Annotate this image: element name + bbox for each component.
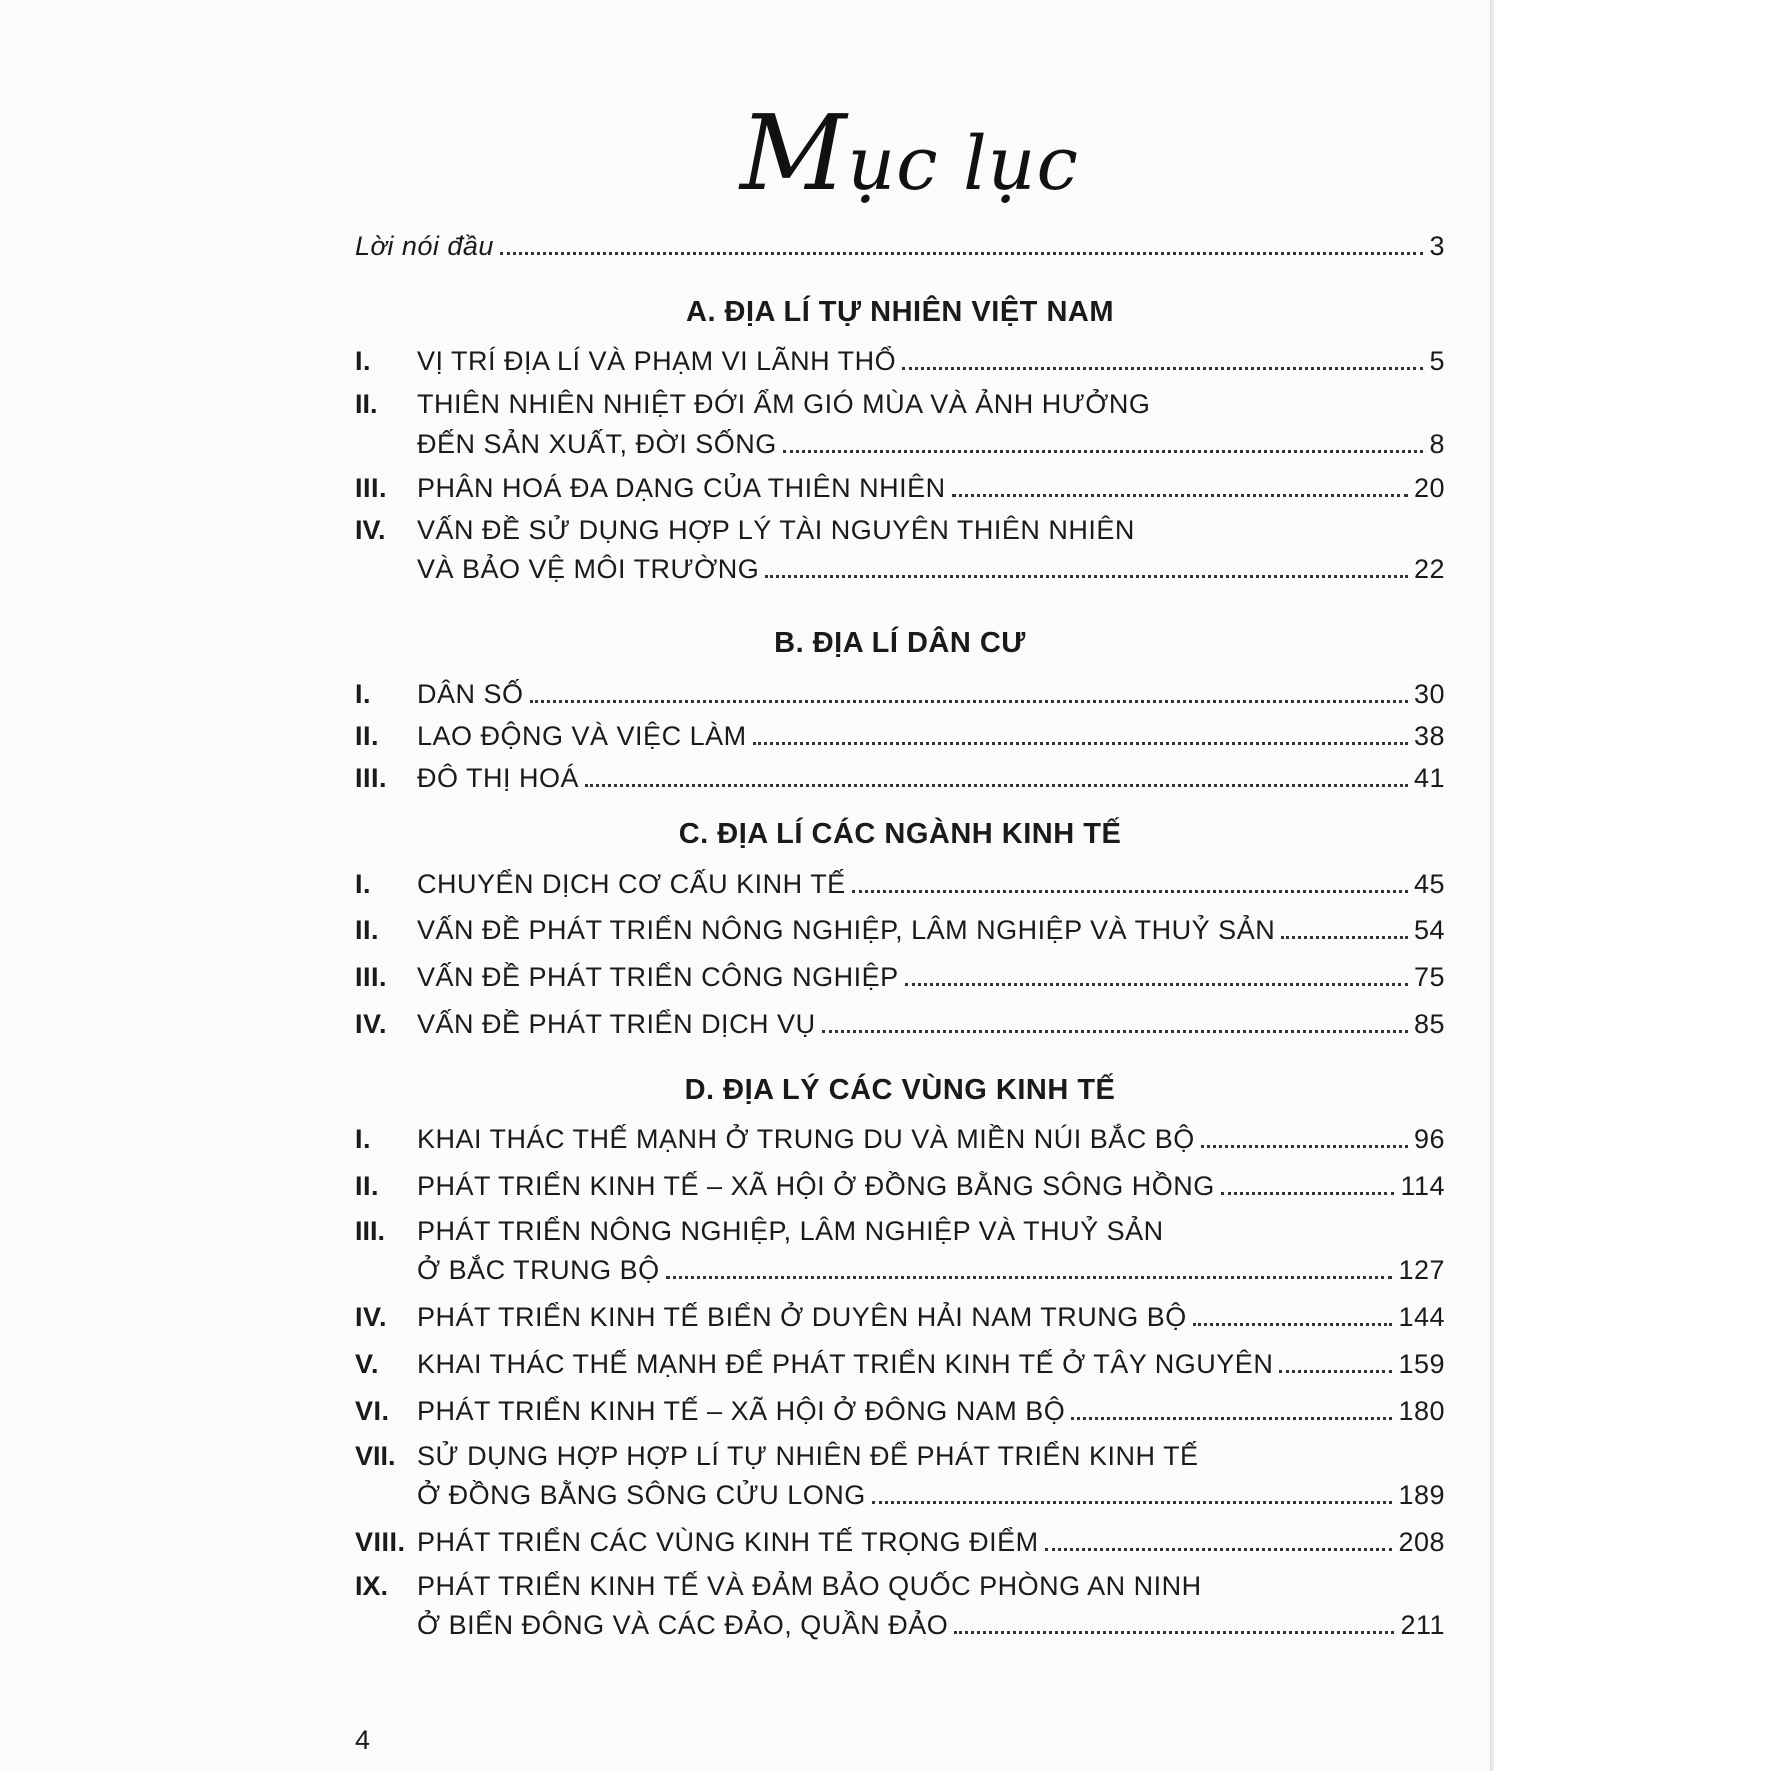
entry-number: I. [355, 869, 372, 899]
section-heading-d: D. ĐỊA LÝ CÁC VÙNG KINH TẾ [684, 1074, 1116, 1106]
toc-entry[interactable] [355, 345, 1445, 377]
entry-page: 45 [1413, 869, 1445, 899]
dot-leader [1193, 1323, 1393, 1326]
toc-entry[interactable] [355, 678, 1445, 710]
entry-page: 54 [1413, 915, 1445, 945]
entry-page: 41 [1413, 763, 1445, 793]
toc-entry[interactable] [355, 961, 1445, 993]
entry-text: PHÁT TRIỂN KINH TẾ – XÃ HỘI Ở ĐÔNG NAM BỘ [417, 1396, 1066, 1426]
page-number: 4 [355, 1725, 371, 1755]
dot-leader [765, 575, 1408, 578]
entry-number: IX. [355, 1571, 389, 1601]
entry-page: 144 [1398, 1302, 1445, 1332]
entry-page: 211 [1400, 1610, 1445, 1640]
entry-text: ĐẾN SẢN XUẤT, ĐỜI SỐNG [417, 429, 777, 459]
section-heading-a: A. ĐỊA LÍ TỰ NHIÊN VIỆT NAM [686, 296, 1114, 328]
section-heading-c: C. ĐỊA LÍ CÁC NGÀNH KINH TẾ [678, 818, 1122, 850]
entry-text: ĐÔ THỊ HOÁ [417, 763, 580, 793]
entry-page: 8 [1429, 429, 1445, 459]
entry-text: KHAI THÁC THẾ MẠNH ĐỂ PHÁT TRIỂN KINH TẾ Ở TÂY NGUYÊN [417, 1349, 1274, 1379]
entry-number: III. [355, 962, 388, 992]
toc-entry[interactable] [355, 1123, 1445, 1155]
toc-entry[interactable] [355, 720, 1445, 752]
entry-text: CHUYỂN DỊCH CƠ CẤU KINH TẾ [417, 869, 846, 899]
dot-leader [753, 742, 1408, 745]
entry-number: IV. [355, 1302, 388, 1332]
entry-number: IV. [355, 1009, 388, 1039]
entry-number: I. [355, 346, 372, 376]
entry-page: 85 [1413, 1009, 1445, 1039]
entry-text: VẤN ĐỀ PHÁT TRIỂN DỊCH VỤ [417, 1009, 816, 1039]
entry-number: I. [355, 679, 372, 709]
entry-page: 180 [1398, 1396, 1445, 1426]
entry-number: VIII. [355, 1527, 406, 1557]
entry-text: KHAI THÁC THẾ MẠNH Ở TRUNG DU VÀ MIỀN NÚI BẮC BỘ [417, 1124, 1195, 1154]
toc-entry[interactable] [355, 1395, 1445, 1427]
toc-entry[interactable] [355, 1301, 1445, 1333]
toc-entry[interactable] [355, 1526, 1445, 1558]
toc-entry[interactable] [355, 1348, 1445, 1380]
dot-leader [1045, 1548, 1393, 1551]
entry-number: II. [355, 721, 380, 751]
dot-leader [872, 1501, 1393, 1504]
dot-leader [822, 1030, 1408, 1033]
dot-leader [1221, 1192, 1395, 1195]
entry-text-line1: THIÊN NHIÊN NHIỆT ĐỚI ẨM GIÓ MÙA VÀ ẢNH HƯỞNG [417, 389, 1151, 419]
toc-entry[interactable] [355, 428, 1445, 460]
dot-leader [852, 890, 1408, 893]
entry-page: 208 [1398, 1527, 1445, 1557]
entry-page: 127 [1398, 1255, 1445, 1285]
entry-page: 3 [1429, 231, 1445, 261]
entry-page: 38 [1413, 721, 1445, 751]
entry-text: Ở ĐỒNG BẰNG SÔNG CỬU LONG [417, 1480, 866, 1510]
entry-page: 96 [1413, 1124, 1445, 1154]
entry-text: VẤN ĐỀ PHÁT TRIỂN CÔNG NGHIỆP [417, 962, 899, 992]
entry-number: II. [355, 915, 380, 945]
entry-text-line1: VẤN ĐỀ SỬ DỤNG HỢP LÝ TÀI NGUYÊN THIÊN NHIÊN [417, 515, 1135, 545]
dot-leader [500, 252, 1424, 255]
entry-text: DÂN SỐ [417, 679, 524, 709]
toc-entry[interactable] [355, 868, 1445, 900]
entry-page: 159 [1398, 1349, 1445, 1379]
entry-page: 114 [1400, 1171, 1445, 1201]
entry-number: VI. [355, 1396, 390, 1426]
entry-page: 20 [1413, 473, 1445, 503]
entry-number: VII. [355, 1441, 396, 1471]
dot-leader [1279, 1370, 1392, 1373]
entry-page: 189 [1398, 1480, 1445, 1510]
title-rest: ục lục [847, 121, 1079, 207]
entry-text: PHÂN HOÁ ĐA DẠNG CỦA THIÊN NHIÊN [417, 473, 946, 503]
entry-number: III. [355, 1216, 386, 1246]
entry-text: Lời nói đầu [355, 231, 494, 261]
entry-text: Ở BIỂN ĐÔNG VÀ CÁC ĐẢO, QUẦN ĐẢO [417, 1610, 949, 1640]
entry-number: I. [355, 1124, 372, 1154]
entry-text: PHÁT TRIỂN CÁC VÙNG KINH TẾ TRỌNG ĐIỂM [417, 1527, 1039, 1557]
dot-leader [666, 1276, 1393, 1279]
section-heading-b: B. ĐỊA LÍ DÂN CƯ [774, 627, 1026, 659]
dot-leader [954, 1631, 1394, 1634]
dot-leader [1281, 936, 1408, 939]
entry-text: LAO ĐỘNG VÀ VIỆC LÀM [417, 721, 747, 751]
page-title [740, 92, 1079, 214]
entry-text: PHÁT TRIỂN KINH TẾ BIỂN Ở DUYÊN HẢI NAM TRUNG BỘ [417, 1302, 1187, 1332]
dot-leader [530, 700, 1408, 703]
entry-text-line1: PHÁT TRIỂN KINH TẾ VÀ ĐẢM BẢO QUỐC PHÒNG AN NINH [417, 1571, 1202, 1601]
entry-text: PHÁT TRIỂN KINH TẾ – XÃ HỘI Ở ĐỒNG BẰNG SÔNG HỒNG [417, 1171, 1215, 1201]
dot-leader [1201, 1145, 1408, 1148]
toc-entry-preface[interactable] [355, 230, 1445, 262]
entry-number: IV. [355, 515, 386, 545]
entry-number: II. [355, 389, 378, 419]
toc-entry[interactable] [355, 1609, 1445, 1641]
page-edge-shadow [1490, 0, 1494, 1771]
toc-entry[interactable] [355, 1008, 1445, 1040]
dot-leader [783, 450, 1424, 453]
entry-text: Ở BẮC TRUNG BỘ [417, 1255, 660, 1285]
entry-page: 5 [1429, 346, 1445, 376]
toc-entry[interactable] [355, 762, 1445, 794]
entry-number: II. [355, 1171, 380, 1201]
toc-entry[interactable] [355, 1170, 1445, 1202]
entry-text: VẤN ĐỀ PHÁT TRIỂN NÔNG NGHIỆP, LÂM NGHIỆP VÀ THUỶ SẢN [417, 915, 1276, 945]
dot-leader [905, 983, 1408, 986]
toc-entry[interactable] [355, 1254, 1445, 1286]
entry-page: 75 [1413, 962, 1445, 992]
entry-text: VỊ TRÍ ĐỊA LÍ VÀ PHẠM VI LÃNH THỔ [417, 346, 897, 376]
dot-leader [902, 367, 1423, 370]
title-capital: M [740, 92, 848, 214]
entry-text-line1: PHÁT TRIỂN NÔNG NGHIỆP, LÂM NGHIỆP VÀ THUỶ SẢN [417, 1216, 1164, 1246]
dot-leader [585, 784, 1408, 787]
entry-number: V. [355, 1349, 380, 1379]
toc-entry[interactable] [355, 1479, 1445, 1511]
toc-entry[interactable] [355, 553, 1445, 585]
entry-text-line1: SỬ DỤNG HỢP HỢP LÍ TỰ NHIÊN ĐỂ PHÁT TRIỂN KINH TẾ [417, 1441, 1199, 1471]
dot-leader [1071, 1417, 1392, 1420]
entry-number: III. [355, 473, 388, 503]
entry-page: 22 [1413, 554, 1445, 584]
toc-entry[interactable] [355, 914, 1445, 946]
entry-text: VÀ BẢO VỆ MÔI TRƯỜNG [417, 554, 760, 584]
entry-page: 30 [1413, 679, 1445, 709]
entry-number: III. [355, 763, 388, 793]
dot-leader [952, 494, 1408, 497]
toc-entry[interactable] [355, 472, 1445, 504]
